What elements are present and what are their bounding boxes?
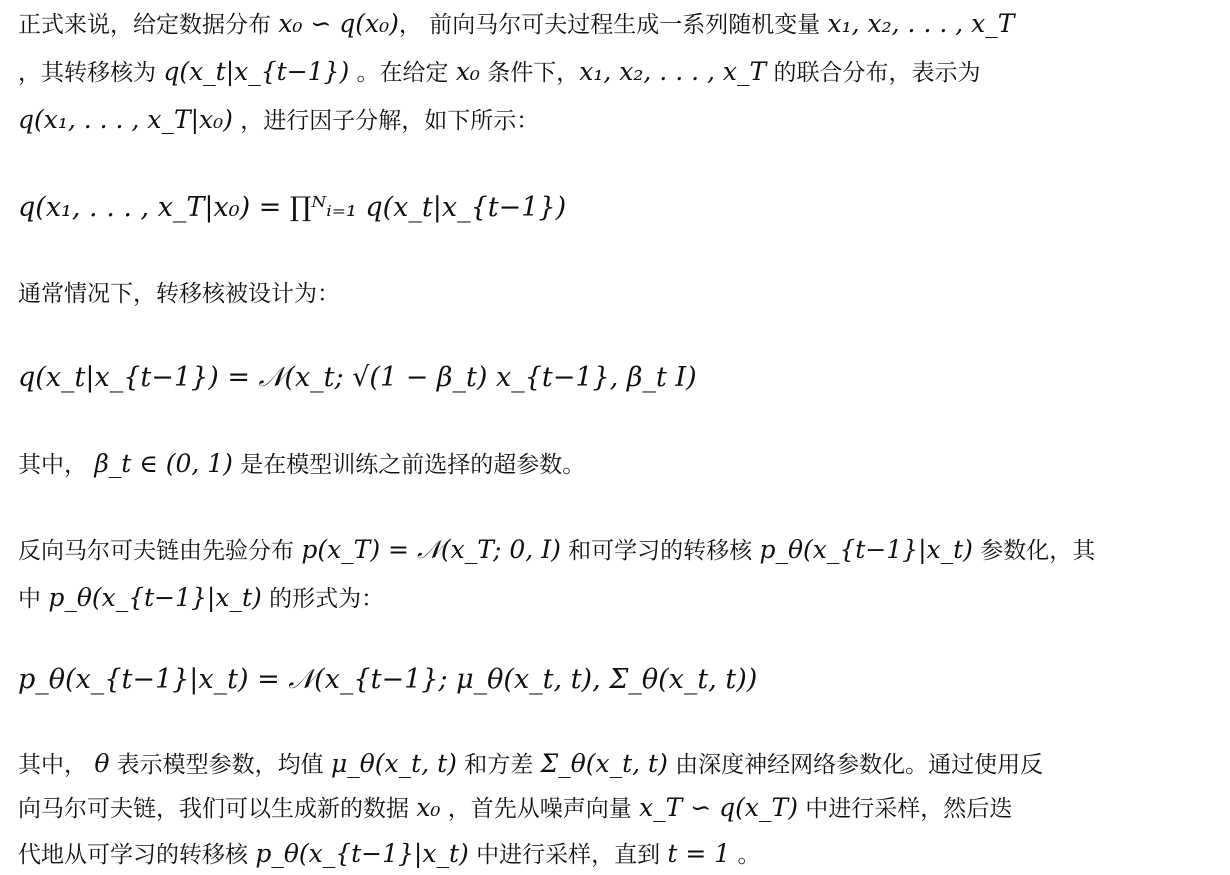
text-segment: 和方差	[456, 752, 541, 778]
text-segment: ， 前向马尔可夫过程生成一系列随机变量	[398, 12, 828, 38]
math-inline: x₀ ∽ q(x₀)	[278, 9, 399, 38]
text-segment: 正式来说，给定数据分布	[18, 12, 279, 38]
math-inline: p_θ(x_{t−1}|x_t)	[255, 839, 469, 868]
math-inline: t = 1	[667, 839, 731, 868]
paragraph-4-line-1	[18, 530, 1095, 570]
text-segment: 向马尔可夫链，我们可以生成新的数据	[18, 796, 417, 822]
paragraph-1-line-1	[18, 4, 1014, 44]
math-display: q(x₁, . . . , x_T|x₀) = ∏ᴺᵢ₌₁ q(x_t|x_{t−1})	[18, 192, 567, 223]
paragraph-2	[18, 274, 340, 314]
text-segment: 由深度神经网络参数化。通过使用反	[667, 752, 1044, 778]
text-segment: 的联合分布，表示为	[766, 60, 981, 86]
math-inline: p_θ(x_{t−1}|x_t)	[48, 583, 262, 612]
text-segment: 中进行采样，然后迭	[797, 796, 1013, 822]
text-segment: 参数化，其	[972, 538, 1096, 564]
equation-joint-distribution	[18, 188, 566, 228]
math-inline: θ	[94, 749, 110, 778]
paragraph-1-line-3	[18, 100, 539, 140]
text-segment: 其中，	[18, 452, 95, 478]
paragraph-3	[18, 444, 585, 484]
paragraph-5-line-1	[18, 744, 1043, 784]
math-display: q(x_t|x_{t−1}) = 𝒩(x_t; √(1 − β_t) x_{t−1}, β_t I)	[18, 362, 697, 393]
math-inline: Σ_θ(x_t, t)	[540, 749, 668, 778]
text-segment: 条件下，	[479, 60, 580, 86]
math-inline: p_θ(x_{t−1}|x_t)	[759, 535, 973, 564]
equation-transition-kernel	[18, 358, 697, 398]
text-segment: ，其转移核为	[18, 60, 164, 86]
paragraph-4-line-2	[18, 578, 384, 618]
math-inline: q(x_t|x_{t−1})	[163, 57, 350, 86]
text-segment: 。在给定	[349, 60, 456, 86]
text-segment: 和可学习的转移核	[560, 538, 760, 564]
math-inline: x₀	[416, 793, 441, 822]
math-inline: x₀	[455, 57, 480, 86]
math-inline: x_T ∽ q(x_T)	[639, 793, 798, 822]
math-inline: p(x_T) = 𝒩(x_T; 0, I)	[301, 535, 561, 564]
text-segment: ，首先从噪声向量	[440, 796, 640, 822]
paragraph-5-line-3	[18, 834, 761, 874]
equation-reverse-kernel	[18, 660, 757, 700]
text-segment: 。	[730, 842, 761, 868]
text-segment: 是在模型训练之前选择的超参数。	[232, 452, 586, 478]
text-segment: 通常情况下，转移核被设计为：	[18, 281, 340, 307]
text-segment: 表示模型参数，均值	[109, 752, 331, 778]
text-segment: 反向马尔可夫链由先验分布	[18, 538, 302, 564]
text-segment: 其中，	[18, 752, 95, 778]
text-segment: 中	[18, 586, 49, 612]
math-inline: x₁, x₂, . . . , x_T	[579, 57, 767, 86]
math-inline: x₁, x₂, . . . , x_T	[827, 9, 1015, 38]
text-segment: ，进行因子分解，如下所示：	[232, 108, 540, 134]
paragraph-1-line-2	[18, 52, 980, 92]
math-inline: β_t ∈ (0, 1)	[94, 449, 233, 478]
math-display: p_θ(x_{t−1}|x_t) = 𝒩(x_{t−1}; μ_θ(x_t, t), Σ_θ(x_t, t))	[18, 664, 758, 695]
text-segment: 中进行采样，直到	[468, 842, 668, 868]
text-segment: 的形式为：	[261, 586, 385, 612]
paragraph-5-line-2	[18, 788, 1012, 828]
text-segment: 代地从可学习的转移核	[18, 842, 256, 868]
math-inline: q(x₁, . . . , x_T|x₀)	[18, 105, 233, 134]
math-inline: μ_θ(x_t, t)	[331, 749, 457, 778]
